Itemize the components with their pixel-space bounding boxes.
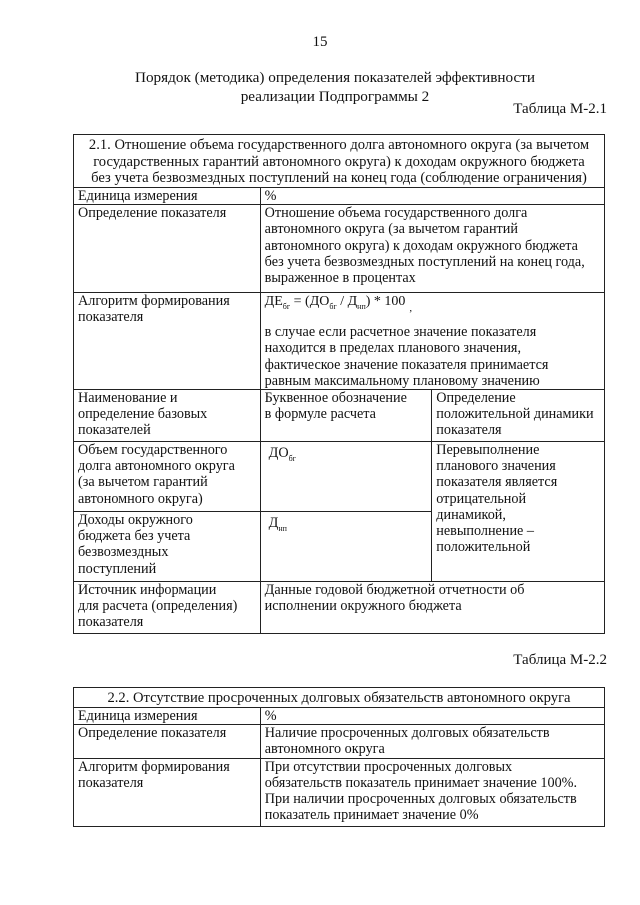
- text-line: (за вычетом гарантий: [78, 474, 208, 491]
- formula-comma: ,: [409, 302, 413, 315]
- text-line: показатель принимает значение 0%: [264, 807, 479, 824]
- text-line: динамикой,: [436, 506, 506, 523]
- text-line: показателя: [436, 422, 502, 439]
- formula-tail: ) * 100: [365, 294, 406, 310]
- text-line: показателя: [78, 309, 144, 326]
- text-line: положительной динамики: [436, 406, 594, 423]
- source-label: [74, 582, 261, 634]
- algorithm-label: [74, 758, 261, 826]
- indicator-table-m21: [73, 134, 605, 634]
- indicator-table-m22: [73, 687, 605, 827]
- title-line: реализации Подпрограммы 2: [240, 88, 430, 105]
- table-label-m22: Таблица М-2.2: [513, 652, 607, 668]
- table-label-m21: Таблица М-2.1: [513, 101, 607, 117]
- text-line: автономного округа) к доходам окружного бюджета: [264, 237, 578, 254]
- text-line: исполнении окружного бюджета: [264, 598, 462, 615]
- text-line: отрицательной: [436, 490, 527, 507]
- text-line: равным максимальному плановому значению: [264, 372, 540, 389]
- unit-value: %: [260, 188, 604, 205]
- text-line: Отношение объема государственного долга: [264, 205, 528, 222]
- formula-eq: = (ДО: [290, 294, 330, 310]
- debt-volume-label: [74, 442, 261, 512]
- definition-value: [260, 205, 604, 293]
- text-line: планового значения: [436, 458, 556, 475]
- definition-value: [260, 724, 604, 758]
- text-line: показателей: [78, 422, 151, 439]
- text-line: фактическое значение показателя принимается: [264, 356, 549, 373]
- text-line: долга автономного округа: [78, 458, 235, 475]
- formula-lhs-sub: бг: [282, 302, 291, 311]
- income-label: [74, 512, 261, 582]
- text-line: Наличие просроченных долговых обязательств: [264, 724, 550, 741]
- formula-lhs: ДЕ: [264, 294, 283, 310]
- text-line: для расчета (определения): [78, 598, 238, 615]
- header-line: государственных гарантий автономного округа) к доходам окружного бюджета: [93, 153, 585, 170]
- income-symbol: [260, 512, 432, 582]
- text-line: Источник информации: [78, 582, 217, 599]
- text-line: положительной: [436, 539, 531, 556]
- text-line: Наименование и: [78, 390, 178, 407]
- indicator-title-cell: 2.2. Отсутствие просроченных долговых обязательств автономного округа: [74, 688, 605, 708]
- debt-symbol: [260, 442, 432, 512]
- text-line: Буквенное обозначение: [264, 390, 407, 407]
- text-line: показателя: [78, 614, 144, 631]
- text-line: невыполнение –: [436, 523, 534, 540]
- symbol-header: [260, 390, 432, 442]
- text-line: автономного округа): [78, 490, 203, 507]
- formula-slash: / Д: [336, 294, 358, 310]
- algorithm-value: [260, 758, 604, 826]
- text-line: автономного округа: [264, 741, 385, 757]
- definition-label: Определение показателя: [74, 724, 261, 758]
- text-line: При отсутствии просроченных долговых: [264, 758, 513, 775]
- unit-label: Единица измерения: [74, 707, 261, 724]
- text-line: в случае если расчетное значение показателя: [264, 324, 537, 341]
- text-line: обязательств показатель принимает значение 100%.: [264, 775, 578, 791]
- text-line: поступлений: [78, 560, 157, 577]
- text-line: находится в пределах планового значения,: [264, 340, 522, 357]
- source-value: [260, 582, 604, 634]
- debt-symbol-sub: бг: [288, 453, 296, 463]
- formula-do-sub: бг: [329, 302, 337, 311]
- unit-value: %: [260, 707, 604, 724]
- page-title: [90, 68, 580, 106]
- definition-label: Определение показателя: [74, 205, 261, 293]
- text-line: в формуле расчета: [264, 406, 376, 423]
- text-line: определение базовых: [78, 406, 208, 423]
- text-line: При наличии просроченных долговых обязательств: [264, 791, 577, 808]
- text-line: Объем государственного: [78, 442, 228, 459]
- page-number: 15: [312, 34, 328, 50]
- dynamics-header: [432, 390, 605, 442]
- text-line: показателя является: [436, 474, 558, 491]
- base-indicators-label: [74, 390, 261, 442]
- income-symbol-main: Д: [268, 515, 279, 532]
- text-line: Перевыполнение: [436, 442, 540, 459]
- text-line: Данные годовой бюджетной отчетности об: [264, 582, 525, 599]
- text-line: показателя: [78, 775, 144, 791]
- unit-label: Единица измерения: [74, 188, 261, 205]
- text-line: Алгоритм формирования: [78, 293, 230, 310]
- dynamics-value: [432, 442, 605, 582]
- text-line: Алгоритм формирования: [78, 758, 230, 775]
- algorithm-value: [260, 293, 604, 390]
- text-line: без учета безвозмездных поступлений на конец года,: [264, 253, 585, 270]
- indicator-title-cell: [74, 135, 605, 188]
- title-line: Порядок (методика) определения показателей эффективности: [135, 69, 535, 86]
- calculation-formula: [265, 294, 600, 315]
- text-line: Определение: [436, 390, 516, 407]
- text-line: выраженное в процентах: [264, 270, 416, 287]
- header-line: без учета безвозмездных поступлений на конец года (соблюдение ограничения): [91, 170, 587, 187]
- text-line: безвозмездных: [78, 544, 169, 561]
- text-line: автономного округа (за вычетом гарантий: [264, 221, 518, 238]
- header-line: 2.1. Отношение объема государственного долга автономного округа (за вычетом: [88, 137, 590, 153]
- formula-d-sub: нп: [357, 302, 366, 311]
- debt-symbol-main: ДО: [268, 445, 289, 462]
- text-line: Доходы окружного: [78, 512, 193, 529]
- text-line: бюджета без учета: [78, 528, 191, 545]
- algorithm-label: [74, 293, 261, 390]
- income-symbol-sub: нп: [278, 523, 287, 533]
